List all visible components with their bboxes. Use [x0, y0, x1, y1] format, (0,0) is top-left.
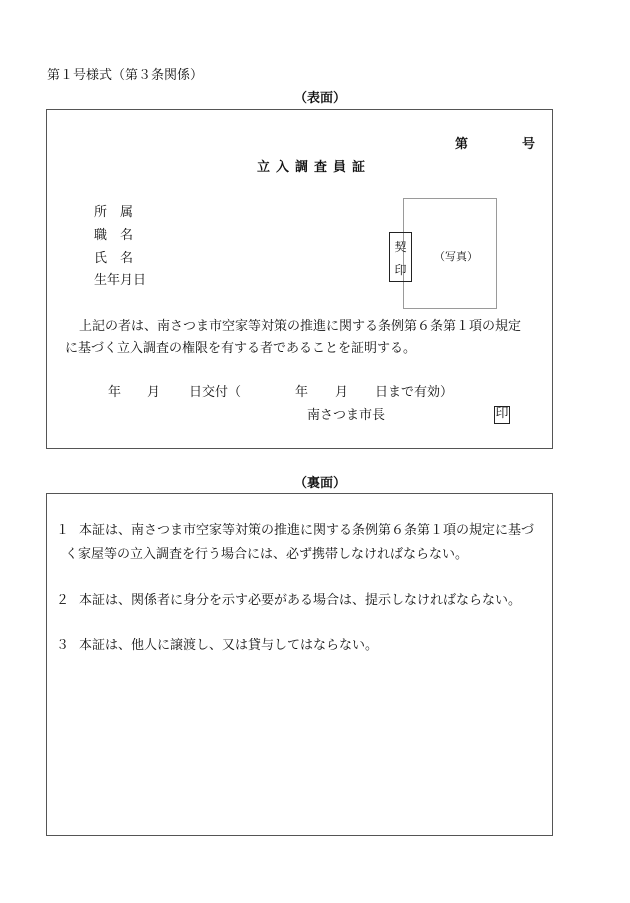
back-heading: （裏面） [294, 476, 347, 491]
number-go-label: 号 [522, 137, 536, 152]
item-2-line-1: 本証は、関係者に身分を示す必要がある場合は、提示しなければならない。 [79, 593, 522, 608]
issuer-seal: 印 [494, 406, 510, 424]
photo-label: （写真） [434, 250, 478, 263]
number-dai-label: 第 [455, 137, 469, 152]
field-birthdate: 生年月日 [94, 273, 147, 288]
front-heading: （表面） [294, 91, 347, 106]
item-3-number: ３ [56, 638, 70, 653]
tally-seal-bottom: 印 [394, 263, 407, 277]
item-1-number: １ [56, 523, 70, 538]
card-title: 立入調査員証 [257, 160, 372, 175]
issue-issued: 日交付（ [189, 385, 242, 400]
field-affiliation: 所 属 [94, 205, 134, 220]
back-card [46, 493, 553, 836]
certification-line-2: に基づく立入調査の権限を有する者であることを証明する。 [65, 341, 417, 356]
certification-line-1: 上記の者は、南さつま市空家等対策の推進に関する条例第６条第１項の規定 [79, 319, 522, 334]
field-name: 氏 名 [94, 251, 134, 266]
item-1-line-1: 本証は、南さつま市空家等対策の推進に関する条例第６条第１項の規定に基づ [79, 523, 535, 538]
field-position: 職 名 [94, 228, 134, 243]
issue-year-1: 年 [108, 385, 122, 400]
front-card [46, 109, 553, 449]
item-3-line-1: 本証は、他人に譲渡し、又は貸与してはならない。 [79, 638, 379, 653]
issue-month-2: 月 [335, 385, 349, 400]
item-1-line-2: く家屋等の立入調査を行う場合には、必ず携帯しなければならない。 [65, 547, 469, 562]
item-2-number: ２ [56, 593, 70, 608]
tally-seal-top: 契 [394, 240, 407, 254]
photo-frame [403, 198, 497, 309]
issuer-name: 南さつま市長 [307, 408, 386, 423]
issue-month-1: 月 [147, 385, 161, 400]
tally-seal-box [389, 232, 412, 282]
issue-year-2: 年 [295, 385, 309, 400]
issue-valid-until: 日まで有効） [375, 385, 454, 400]
form-label: 第１号様式（第３条関係） [47, 68, 204, 83]
